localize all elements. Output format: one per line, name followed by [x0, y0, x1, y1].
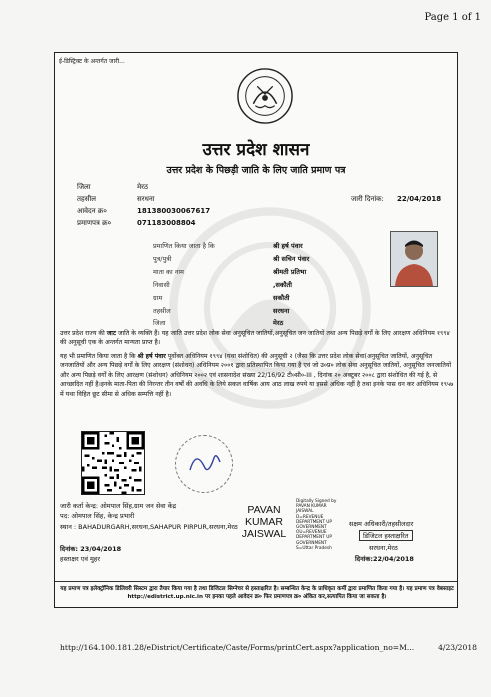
paragraph-caste: उत्तर प्रदेश राज्य की जाट जाति के व्यक्ति हैं। यह जाति उत्तर प्रदेश लोक सेवा अनुसूचित जातियों,अनुसूचित जन जातियों तथा अन्य पिछड़े वर्गों के लिए आरक्षण अधिनियम १९९४ की अनुसूची एक के अन्तर्गत मान्यता प्राप्त है।	[60, 330, 450, 347]
edistrict-note: ई-डिस्ट्रिक्ट के अन्तर्गत जारी...	[59, 58, 125, 65]
officer-place: सरधना,मेरठ	[369, 544, 398, 552]
verification-footer: यह प्रमाण पत्र इलेक्ट्रॉनिक डिलिवरी सिस्टम द्वारा तैयार किया गया है तथा डिजिटल सिग्नेचर से हस्ताक्षरित है। सम्बन्धित केन्द्र के प्राधिकृत कर्मी द्वारा प्रमाणित किया गया है। यह प्रमाण पत्र वेबसाइट http://edistrict.up.nic.in पर इनका पहले आवेदन क्र० फिर प्रमाणपत्र क्र० अंकित कर,सत्यापित किया जा सकता है।	[60, 586, 454, 600]
officer-date: दिनांक:22/04/2018	[355, 555, 414, 563]
officer-digital-box: डिजिटल हस्ताक्षरित	[359, 530, 413, 541]
certificate-no-label: प्रमाणपत्र क्र०	[77, 219, 112, 227]
issuer-place: स्थान : BAHADURGARH,सरधना,SAHAPUR PIRPUR,सरधना,मेरठ	[60, 523, 238, 531]
digital-signer-name: PAVAN KUMAR JAISWAL	[241, 504, 287, 540]
father-label: पुत्र/पुत्री	[153, 255, 172, 263]
applicant-name: श्री हर्ष पंवार	[273, 242, 303, 250]
village-label: ग्राम	[153, 294, 163, 302]
certify-intro: प्रमाणित किया जाता है कि	[153, 242, 215, 250]
issuer-note: हस्ताक्षर एवं मुहर	[60, 555, 101, 563]
qr-code	[81, 431, 145, 495]
district-value: मेरठ	[137, 183, 149, 191]
certificate-title: उत्तर प्रदेश शासन	[202, 140, 310, 160]
certificate-no-value: 071183008804	[137, 219, 196, 227]
applicant-photo	[390, 231, 438, 287]
issuer-date: दिनांक: 23/04/2018	[60, 545, 122, 553]
issuer-seal	[175, 435, 233, 493]
caste-certificate	[54, 52, 458, 608]
district2-value: मेरठ	[273, 319, 284, 327]
print-date: 4/23/2018	[438, 643, 477, 652]
certificate-subtitle: उत्तर प्रदेश के पिछड़ी जाति के लिए जाति प्रमाण पत्र	[166, 165, 346, 176]
tehsil-value: सरधना	[137, 195, 155, 203]
district-label: जिला	[77, 183, 91, 191]
officer-title: सक्षम अधिकारी/तहसीलदार	[349, 520, 414, 528]
paragraph-exclusion: यह भी प्रमाणित किया जाता है कि श्री हर्ष पंवार पूर्वोक्त अधिनियम १९९४ (यथा संशोधित) की अनुसूची २ (जैसा कि उत्तर प्रदेश लोक सेवा(अनुसूचित जातियों, अनुसूचित जनजातियों और अन्य पिछड़े वर्गों के लिए आरक्षण (संशोधन) अधिनियम २००१ द्वारा प्रतिस्थापित किया गया है एवं जो उ०प्र० लोक सेवा अनुसूचित जातियों, अनुसूचित जनजातियों और अन्य पिछड़े वर्गों के लिए आरक्षण (संशोधन) अधिनियम २००२ एवं शासनादेश संख्या 22/16/92 टी०सी०-III , दिनांक २० अक्टूबर २००८ द्वारा संशोधित की गई है, से आच्छादित नहीं है।इनके माता-पिता की निरन्तर तीन वर्षों की अवधि के लिये सकल वार्षिक आय आठ लाख रुपये या इससे अधिक नहीं है तथा इनके पास धन कर अधिनियम १९५७ में यथा विहित छूट सीमा से अधिक सम्पत्ति नहीं है।	[60, 353, 454, 398]
footer-divider	[55, 581, 457, 582]
village-value: सकौती	[273, 294, 290, 302]
issue-date-label: जारी दिनांक:	[351, 195, 384, 203]
page-number: Page 1 of 1	[424, 12, 481, 23]
digital-signature-details: Digitally Signed by PAVAN KUMAR JAISWAL D=REVENUE DEPARTMENT UP GOVERNMENT OU=REVENUE DEPARTMENT UP GOVERNMENT S=Uttar Pradesh	[296, 499, 337, 551]
resident-value: ,सकौती	[273, 281, 292, 289]
district2-label: जिला	[153, 319, 166, 327]
resident-label: निवासी	[153, 281, 170, 289]
application-value: 181380030067617	[137, 207, 211, 215]
issue-date-value: 22/04/2018	[397, 195, 442, 203]
tehsil-label: तहसील	[77, 195, 96, 203]
mother-label: माता का नाम	[153, 268, 184, 276]
father-name: श्री सचिन पंवार	[273, 255, 310, 263]
tehsil2-value: सरधना	[273, 307, 290, 315]
print-url: http://164.100.181.28/eDistrict/Certificate/Caste/Forms/printCert.aspx?application_no=M...	[60, 643, 415, 652]
mother-name: श्रीमती प्रतिभा	[273, 268, 307, 276]
issuer-name: पद: ओमपाल सिंह, केन्द्र प्रभारी	[60, 512, 135, 520]
application-label: आवेदन क्र०	[77, 207, 107, 215]
up-emblem-logo	[236, 67, 294, 125]
issuer-center: जारी कर्ता केन्द्र: ओमपाल सिंह,ग्राम जन सेवा केंद्र	[60, 502, 177, 510]
tehsil2-label: तहसील	[153, 307, 171, 315]
